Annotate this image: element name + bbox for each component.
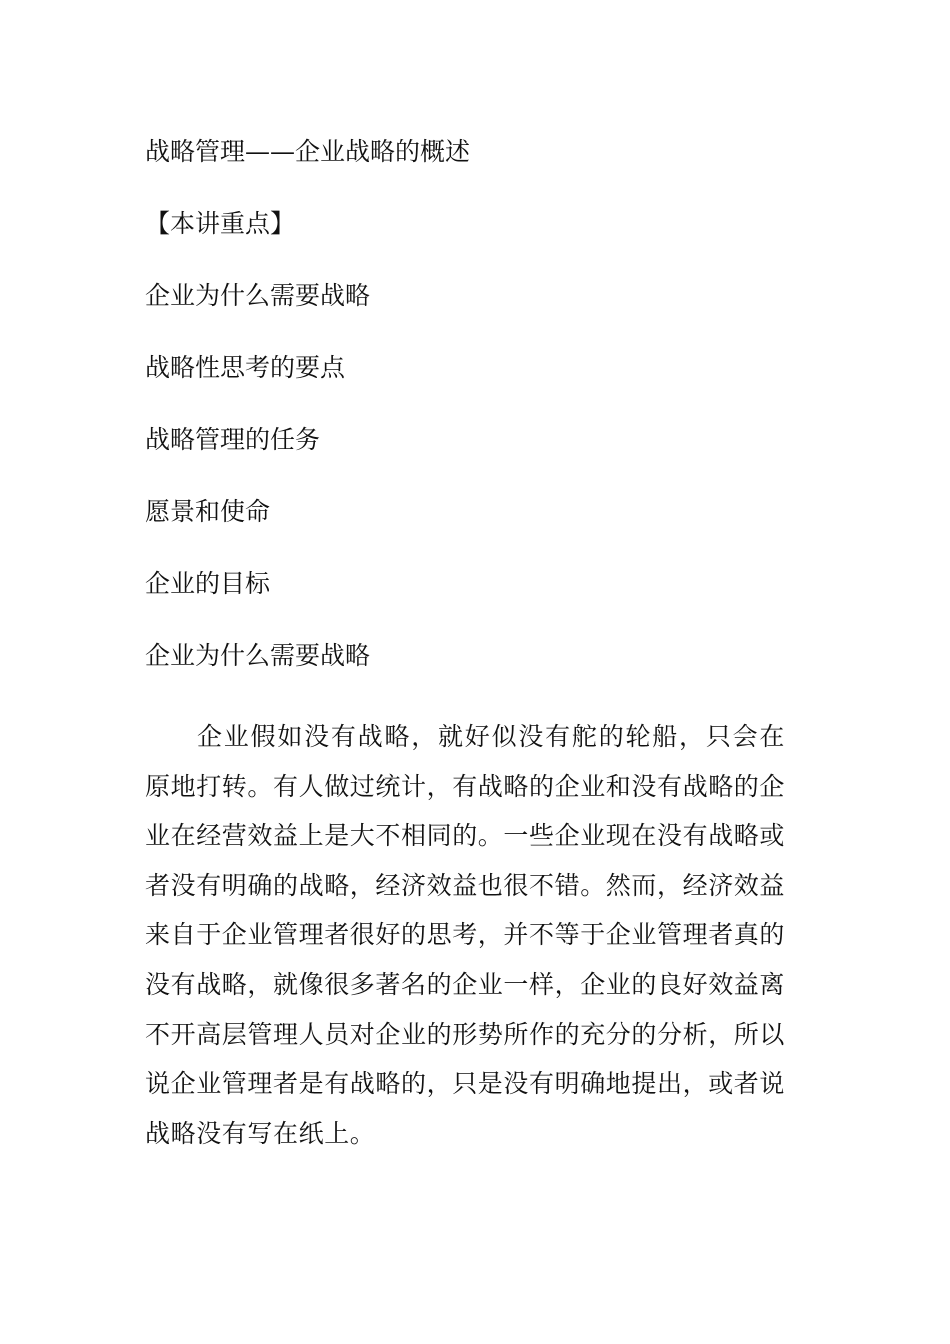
document-title: 战略管理——企业战略的概述 [145,137,471,166]
key-points-heading: 【本讲重点】 [145,209,296,238]
key-point-item: 愿景和使命 [145,497,271,526]
key-point-item: 战略管理的任务 [145,425,321,454]
key-point-item: 企业为什么需要战略 [145,281,371,310]
key-point-item: 战略性思考的要点 [145,353,346,382]
body-paragraph: 企业假如没有战略，就好似没有舵的轮船，只会在原地打转。有人做过统计，有战略的企业和没有战略的企业在经营效益上是大不相同的。一些企业现在没有战略或者没有明确的战略，经济效益也很不错。然而，经济效益来自于企业管理者很好的思考，并不等于企业管理者真的没有战略，就像很多著名的企业一样，企业的良好效益离不开高层管理人员对企业的形势所作的充分的分析，所以说企业管理者是有战略的，只是没有明确地提出，或者说战略没有写在纸上。 [145,722,786,1148]
key-point-item: 企业的目标 [145,569,271,598]
section-heading: 企业为什么需要战略 [145,641,371,670]
